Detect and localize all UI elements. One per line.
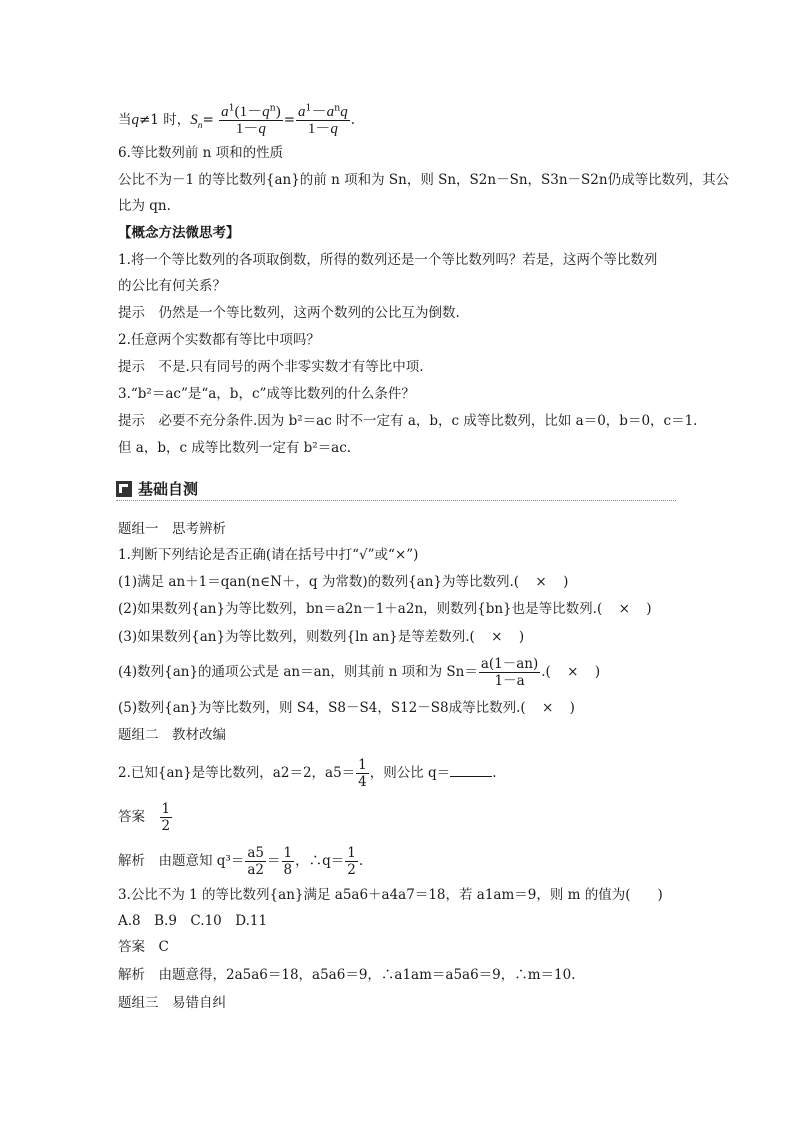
item-close: )	[569, 700, 575, 716]
text-period: .	[350, 112, 356, 128]
property-text-2: 比为 qn.	[118, 198, 171, 214]
item-close: )	[518, 629, 525, 645]
section-square-icon	[116, 481, 132, 497]
frac-den: 8	[283, 862, 293, 878]
hint-label: 提示	[118, 359, 145, 375]
frac-den: 2	[161, 818, 171, 834]
answer-mark: ×	[618, 601, 630, 617]
answer-value: C	[158, 939, 169, 955]
answer-blank[interactable]	[450, 764, 492, 777]
answer-mark: ×	[542, 700, 554, 716]
item-text: (4)数列{an}的通项公式是 an＝an，则其前 n 项和为 Sn＝	[118, 664, 478, 680]
judge-instruction: 1.判断下列结论是否正确(请在括号中打“√”或“×”)	[118, 547, 419, 563]
solution-label: 解析	[118, 853, 145, 869]
text-when: 当	[118, 112, 132, 128]
item-text: (2)如果数列{an}为等比数列，bn＝a2n－1＋a2n，则数列{bn}也是等比数列.(	[118, 601, 603, 617]
solution-label: 解析	[118, 967, 145, 983]
item-close: )	[563, 574, 569, 590]
sol-mid: ，∴q＝	[295, 853, 345, 869]
heading-property: 6.等比数列前 n 项和的性质	[118, 145, 284, 161]
q-end: .	[492, 765, 497, 781]
judge-item-2	[118, 600, 652, 618]
answer-fraction	[160, 801, 173, 834]
solution-text: 由题意得，2a5a6＝18，a5a6＝9，∴a1am＝a5a6＝9，∴m＝10.	[158, 967, 576, 983]
text-eq2: =	[283, 112, 296, 128]
item-close: )	[594, 664, 601, 680]
frac-num: 1	[358, 757, 367, 773]
answer-2	[118, 801, 173, 834]
hint-2	[118, 358, 424, 376]
item-close: )	[646, 601, 652, 617]
item-post: .(	[541, 664, 551, 680]
item-text: (5)数列{an}为等比数列，则 S4，S8－S4，S12－S8成等比数列.(	[118, 700, 526, 716]
text-neq: ≠1 时，	[139, 112, 191, 128]
group-2-title: 题组二 教材改编	[118, 727, 226, 743]
sol-end: .	[358, 853, 364, 869]
frac-den: a2	[247, 862, 264, 878]
fraction-1	[219, 104, 283, 137]
hint-text: 不是.只有同号的两个非零实数才有等比中项.	[158, 359, 424, 375]
answer-3	[118, 938, 169, 956]
judge-item-4	[118, 656, 600, 689]
question-1-line-2: 的公比有何关系？	[118, 278, 226, 294]
hint-3	[118, 412, 697, 430]
fraction-half	[345, 845, 358, 878]
frac-num: $a^1(1-q^n)$	[221, 102, 281, 120]
solution-2	[118, 845, 363, 878]
answer-label: 答案	[118, 809, 145, 825]
item-text: (3)如果数列{an}为等比数列，则数列{ln an}是等差数列.(	[118, 629, 475, 645]
judge-item-3	[118, 628, 524, 646]
hint-label: 提示	[118, 305, 145, 321]
hint-label: 提示	[118, 413, 145, 429]
hint-1	[118, 304, 460, 322]
frac-num: a(1－an)	[480, 656, 539, 672]
fraction-ratio	[245, 845, 266, 878]
property-text-1: 公比不为－1 的等比数列{an}的前 n 项和为 Sn，则 Sn，S2n－Sn，S3n－S2n仍成等比数列，其公	[118, 172, 730, 188]
question-2: 2.任意两个实数都有等比中项吗？	[118, 332, 320, 348]
text-eq: =	[202, 112, 214, 128]
frac-num: 1	[347, 845, 356, 861]
frac-den: 2	[347, 862, 356, 878]
frac-num: 1	[161, 801, 171, 817]
var-q: q	[131, 112, 139, 128]
item-text: (1)满足 an＋1＝qan(n∈N＋，q 为常数)的数列{an}为等比数列.(	[118, 574, 520, 590]
sol-eq: ＝	[267, 853, 281, 869]
frac-num: $a^1-a^nq$	[298, 102, 348, 120]
hint-3-cont: 但 a，b，c 成等比数列一定有 b²＝ac.	[118, 440, 352, 456]
fraction-a5	[356, 757, 369, 790]
question-2-text	[118, 757, 497, 790]
q-post: ，则公比 q＝	[369, 765, 451, 781]
question-1-line-1: 1.将一个等比数列的各项取倒数，所得的数列还是一个等比数列吗？若是，这两个等比数列	[118, 252, 658, 268]
frac-den: 1－q	[235, 121, 266, 137]
frac-den: 4	[358, 774, 367, 790]
frac-num: 1	[283, 845, 293, 861]
fraction-eighth	[282, 845, 295, 878]
judge-item-1	[118, 573, 568, 591]
question-3-text: 3.公比不为 1 的等比数列{an}满足 a5a6＋a4a7＝18，若 a1am＝9，则 m 的值为( )	[118, 887, 663, 903]
solution-3	[118, 966, 576, 984]
fraction-2	[296, 104, 350, 137]
sum-formula-line	[118, 104, 355, 137]
answer-mark: ×	[535, 574, 547, 590]
var-S: $S_n$	[190, 112, 203, 131]
hint-text: 必要不充分条件.因为 b²＝ac 时不一定有 a，b，c 成等比数列，比如 a＝0，b＝0，c＝1.	[158, 413, 698, 429]
answer-mark: ×	[491, 629, 503, 645]
hint-text: 仍然是一个等比数列，这两个数列的公比互为倒数.	[158, 305, 460, 321]
judge-item-5	[118, 699, 575, 717]
heading-think: 【概念方法微思考】	[118, 225, 240, 241]
section-title: 基础自测	[138, 480, 199, 498]
question-3: 3.“b²＝ac”是“a，b，c”成等比数列的什么条件？	[118, 386, 415, 402]
question-3-options: A.8 B.9 C.10 D.11	[118, 913, 268, 929]
fraction-sn	[479, 656, 540, 689]
answer-mark: ×	[567, 664, 579, 680]
frac-den: 1－a	[494, 673, 525, 689]
q-pre: 2.已知{an}是等比数列，a2＝2，a5＝	[118, 765, 356, 781]
frac-num: a5	[247, 845, 264, 861]
group-3-title: 题组三 易错自纠	[118, 995, 226, 1011]
section-heading	[116, 478, 198, 499]
section-divider	[116, 500, 676, 501]
group-1-title: 题组一 思考辨析	[118, 521, 226, 537]
sol-pre: 由题意知 q³＝	[158, 853, 245, 869]
frac-den: 1－q	[307, 121, 338, 137]
answer-label: 答案	[118, 939, 145, 955]
